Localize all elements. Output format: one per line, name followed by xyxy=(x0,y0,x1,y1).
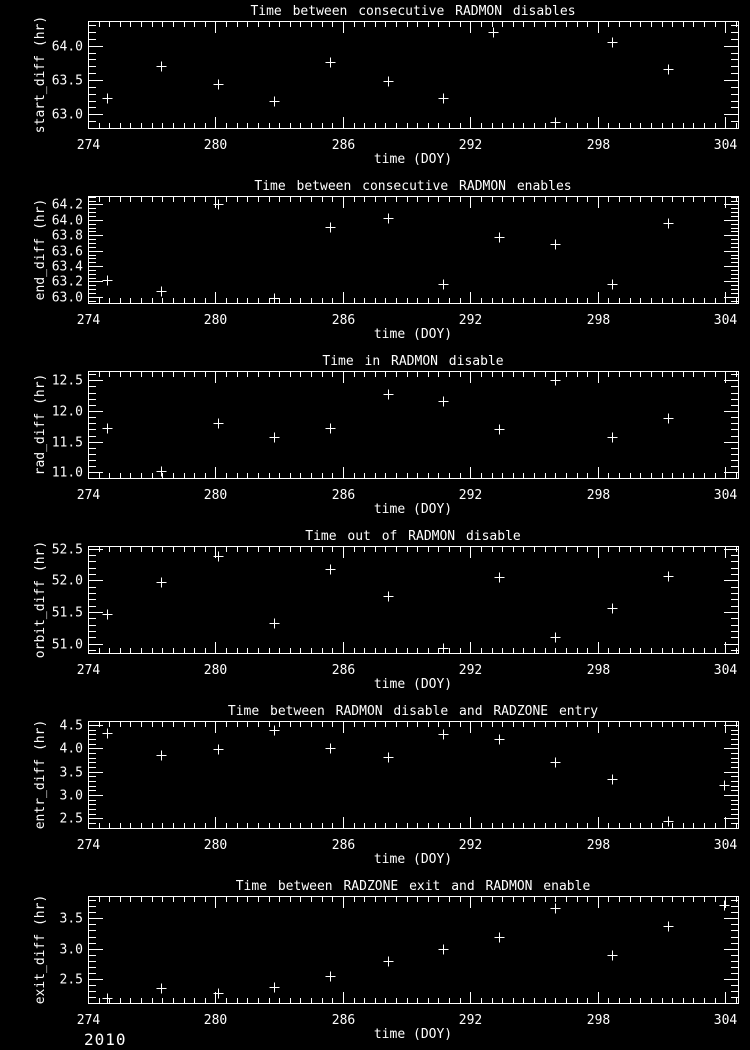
plot-frame xyxy=(89,22,739,129)
chart-title: Time in RADMON disable xyxy=(322,354,504,369)
x-tick-label: 286 xyxy=(331,663,356,678)
data-point-marker xyxy=(326,565,336,575)
data-point-marker xyxy=(664,922,674,932)
x-tick-label: 274 xyxy=(76,313,101,328)
x-tick-label: 298 xyxy=(586,138,611,153)
y-tick-label: 63.2 xyxy=(51,274,83,290)
y-tick-label: 63.0 xyxy=(51,290,83,306)
data-point-marker xyxy=(720,901,730,911)
x-axis-label: time (DOY) xyxy=(373,852,453,867)
x-tick-label: 304 xyxy=(713,838,738,853)
x-tick-label: 274 xyxy=(76,838,101,853)
data-point-marker xyxy=(495,233,505,243)
x-tick-label: 298 xyxy=(586,488,611,503)
y-tick-label: 64.0 xyxy=(51,39,83,55)
y-tick-label: 52.5 xyxy=(51,542,83,558)
x-tick-label: 298 xyxy=(586,313,611,328)
x-tick-label: 304 xyxy=(713,488,738,503)
x-tick-label: 292 xyxy=(458,488,483,503)
x-tick-label: 274 xyxy=(76,1013,101,1028)
y-axis-label: rad_diff (hr) xyxy=(33,373,48,476)
data-point-marker xyxy=(103,729,113,739)
data-point-marker xyxy=(326,58,336,68)
data-point-marker xyxy=(384,592,394,602)
x-axis-label: time (DOY) xyxy=(373,677,453,692)
x-tick-label: 274 xyxy=(76,138,101,153)
x-tick-label: 304 xyxy=(713,138,738,153)
data-point-marker xyxy=(214,745,224,755)
plot-frame xyxy=(89,197,739,304)
data-point-marker xyxy=(326,972,336,982)
data-point-marker xyxy=(270,619,280,629)
chart-svg-4 xyxy=(0,525,750,700)
y-axis-label: exit_diff (hr) xyxy=(33,894,48,1005)
year-label: 2010 xyxy=(84,1030,127,1049)
data-point-marker xyxy=(664,219,674,229)
x-axis-label: time (DOY) xyxy=(373,502,453,517)
data-point-marker xyxy=(608,604,618,614)
data-point-marker xyxy=(551,376,561,386)
y-axis-label: entr_diff (hr) xyxy=(33,719,48,830)
data-point-marker xyxy=(157,984,167,994)
data-point-marker xyxy=(384,957,394,967)
x-tick-label: 304 xyxy=(713,313,738,328)
data-point-marker xyxy=(270,294,280,304)
x-tick-label: 280 xyxy=(203,313,228,328)
y-tick-label: 12.5 xyxy=(51,373,83,389)
x-tick-label: 292 xyxy=(458,1013,483,1028)
data-point-marker xyxy=(157,62,167,72)
x-tick-label: 292 xyxy=(458,138,483,153)
x-tick-label: 280 xyxy=(203,838,228,853)
data-point-marker xyxy=(103,994,113,1004)
y-tick-label: 4.5 xyxy=(59,718,83,734)
data-point-marker xyxy=(384,214,394,224)
x-tick-label: 280 xyxy=(203,663,228,678)
data-point-marker xyxy=(439,644,449,654)
data-point-marker xyxy=(664,414,674,424)
data-point-marker xyxy=(439,280,449,290)
x-tick-label: 274 xyxy=(76,488,101,503)
data-point-marker xyxy=(103,610,113,620)
data-point-marker xyxy=(103,94,113,104)
y-axis-label: orbit_diff (hr) xyxy=(33,540,48,659)
data-point-marker xyxy=(157,287,167,297)
y-tick-label: 52.0 xyxy=(51,573,83,589)
y-tick-label: 12.0 xyxy=(51,404,83,420)
y-tick-label: 64.0 xyxy=(51,213,83,229)
data-point-marker xyxy=(608,951,618,961)
data-point-marker xyxy=(326,424,336,434)
y-tick-label: 3.5 xyxy=(59,911,83,927)
data-point-marker xyxy=(270,97,280,107)
y-tick-label: 63.8 xyxy=(51,228,83,244)
x-tick-label: 298 xyxy=(586,663,611,678)
x-axis-label: time (DOY) xyxy=(373,152,453,167)
x-tick-label: 304 xyxy=(713,1013,738,1028)
chart-title: Time between consecutive RADMON disables xyxy=(250,4,576,19)
data-point-marker xyxy=(495,735,505,745)
y-tick-label: 2.5 xyxy=(59,811,83,827)
data-point-marker xyxy=(384,753,394,763)
x-tick-label: 298 xyxy=(586,1013,611,1028)
x-tick-label: 280 xyxy=(203,138,228,153)
chart-panel-3 xyxy=(0,350,750,525)
data-point-marker xyxy=(439,397,449,407)
data-point-marker xyxy=(439,945,449,955)
data-point-marker xyxy=(326,223,336,233)
data-point-marker xyxy=(551,633,561,643)
chart-panel-2 xyxy=(0,175,750,350)
y-tick-label: 63.4 xyxy=(51,259,83,275)
chart-panel-4 xyxy=(0,525,750,700)
x-tick-label: 292 xyxy=(458,313,483,328)
x-axis-label: time (DOY) xyxy=(373,327,453,342)
data-point-marker xyxy=(664,65,674,75)
x-tick-label: 286 xyxy=(331,313,356,328)
y-tick-label: 3.0 xyxy=(59,942,83,958)
data-point-marker xyxy=(495,933,505,943)
x-tick-label: 280 xyxy=(203,1013,228,1028)
data-point-marker xyxy=(608,280,618,290)
x-tick-label: 280 xyxy=(203,488,228,503)
data-point-marker xyxy=(103,276,113,286)
y-tick-label: 63.6 xyxy=(51,244,83,260)
y-tick-label: 11.5 xyxy=(51,435,83,451)
plot-frame xyxy=(89,547,739,654)
chart-svg-1 xyxy=(0,0,750,175)
data-point-marker xyxy=(157,467,167,477)
data-point-marker xyxy=(608,433,618,443)
data-point-marker xyxy=(664,572,674,582)
data-point-marker xyxy=(551,904,561,914)
x-tick-label: 298 xyxy=(586,838,611,853)
chart-svg-6 xyxy=(0,875,750,1050)
data-point-marker xyxy=(608,38,618,48)
data-point-marker xyxy=(157,578,167,588)
chart-title: Time between RADZONE exit and RADMON enable xyxy=(235,879,591,894)
data-point-marker xyxy=(495,573,505,583)
x-tick-label: 286 xyxy=(331,1013,356,1028)
data-point-marker xyxy=(439,730,449,740)
x-axis-label: time (DOY) xyxy=(373,1027,453,1042)
y-tick-label: 11.0 xyxy=(51,465,83,481)
data-point-marker xyxy=(608,775,618,785)
x-tick-label: 304 xyxy=(713,663,738,678)
data-point-marker xyxy=(551,758,561,768)
chart-title: Time out of RADMON disable xyxy=(305,529,521,544)
chart-panel-5 xyxy=(0,700,750,875)
x-tick-label: 292 xyxy=(458,838,483,853)
data-point-marker xyxy=(157,751,167,761)
y-tick-label: 3.5 xyxy=(59,765,83,781)
data-point-marker xyxy=(270,983,280,993)
data-point-marker xyxy=(384,77,394,87)
data-point-marker xyxy=(384,390,394,400)
x-tick-label: 286 xyxy=(331,138,356,153)
data-point-marker xyxy=(214,419,224,429)
data-point-marker xyxy=(495,425,505,435)
x-tick-label: 286 xyxy=(331,488,356,503)
y-axis-label: end_diff (hr) xyxy=(33,198,48,301)
data-point-marker xyxy=(439,94,449,104)
x-tick-label: 292 xyxy=(458,663,483,678)
y-tick-label: 51.5 xyxy=(51,605,83,621)
y-tick-label: 51.0 xyxy=(51,637,83,653)
y-tick-label: 4.0 xyxy=(59,741,83,757)
chart-title: Time between consecutive RADMON enables xyxy=(254,179,572,194)
data-point-marker xyxy=(214,80,224,90)
y-axis-label: start_diff (hr) xyxy=(33,15,48,134)
data-point-marker xyxy=(270,726,280,736)
x-tick-label: 286 xyxy=(331,838,356,853)
y-tick-label: 2.5 xyxy=(59,972,83,988)
data-point-marker xyxy=(270,433,280,443)
data-point-marker xyxy=(720,781,730,791)
data-point-marker xyxy=(489,28,499,38)
y-tick-label: 63.5 xyxy=(51,73,83,89)
y-tick-label: 3.0 xyxy=(59,788,83,804)
chart-svg-2 xyxy=(0,175,750,350)
data-point-marker xyxy=(551,118,561,128)
data-point-marker xyxy=(326,744,336,754)
chart-title: Time between RADMON disable and RADZONE entry xyxy=(227,704,599,719)
plot-frame xyxy=(89,722,739,829)
data-point-marker xyxy=(551,240,561,250)
x-tick-label: 274 xyxy=(76,663,101,678)
chart-panel-6 xyxy=(0,875,750,1050)
plot-frame xyxy=(89,372,739,479)
y-tick-label: 64.2 xyxy=(51,197,83,213)
chart-panel-1 xyxy=(0,0,750,175)
chart-svg-5 xyxy=(0,700,750,875)
plot-frame xyxy=(89,897,739,1004)
chart-svg-3 xyxy=(0,350,750,525)
data-point-marker xyxy=(103,424,113,434)
y-tick-label: 63.0 xyxy=(51,107,83,123)
